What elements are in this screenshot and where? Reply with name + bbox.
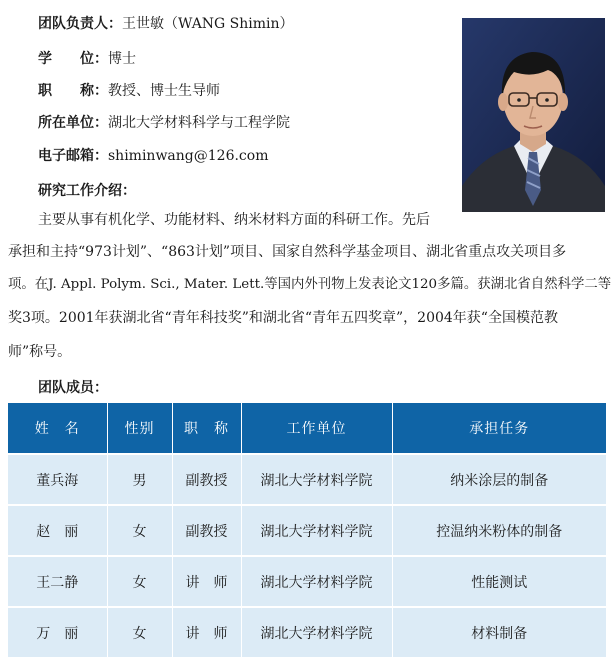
portrait-illustration	[462, 18, 605, 212]
members-header-row	[8, 403, 606, 454]
email-line	[38, 147, 268, 165]
research-line-1: 主要从事有机化学、功能材料、纳米材料方面的科研工作。先后	[38, 212, 430, 228]
member-task: 纳米涂层的制备	[392, 454, 606, 505]
member-name: 董兵海	[8, 454, 107, 505]
research-line-5: 师”称号。	[8, 344, 72, 360]
portrait-photo	[462, 18, 605, 212]
leader-label: 团队负责人：	[38, 16, 122, 32]
member-unit: 湖北大学材料学院	[241, 454, 392, 505]
member-task: 材料制备	[392, 607, 606, 657]
table-row	[8, 505, 606, 556]
member-unit: 湖北大学材料学院	[241, 505, 392, 556]
member-gender: 男	[107, 454, 172, 505]
member-title: 讲 师	[172, 607, 241, 657]
column-header-name: 姓 名	[8, 403, 107, 454]
research-heading: 研究工作介绍：	[38, 183, 136, 199]
member-task: 控温纳米粉体的制备	[392, 505, 606, 556]
unit-label: 所在单位：	[38, 115, 108, 131]
member-gender: 女	[107, 607, 172, 657]
table-row	[8, 556, 606, 607]
table-row	[8, 454, 606, 505]
degree-value: 博士	[108, 51, 136, 67]
member-unit: 湖北大学材料学院	[241, 556, 392, 607]
member-gender: 女	[107, 556, 172, 607]
member-title: 副教授	[172, 454, 241, 505]
title-line	[38, 82, 220, 100]
title-label: 职 称：	[38, 83, 108, 99]
leader-value: 王世敏（WANG Shimin）	[122, 16, 294, 32]
degree-line	[38, 50, 136, 68]
member-name: 王二静	[8, 556, 107, 607]
column-header-unit: 工作单位	[241, 403, 392, 454]
column-header-gender: 性别	[107, 403, 172, 454]
research-line-3: 项。在J. Appl. Polym. Sci., Mater. Lett.等国内外刊物上发表论文120多篇。获湖北省自然科学二等	[8, 277, 612, 292]
member-title: 讲 师	[172, 556, 241, 607]
member-name: 赵 丽	[8, 505, 107, 556]
leader-line	[38, 15, 294, 33]
member-task: 性能测试	[392, 556, 606, 607]
table-row	[8, 607, 606, 657]
research-line-4: 奖3项。2001年获湖北省“青年科技奖”和湖北省“青年五四奖章”，2004年获“全国模范教	[8, 310, 558, 326]
unit-value: 湖北大学材料科学与工程学院	[108, 115, 290, 131]
members-heading: 团队成员：	[38, 380, 108, 396]
column-header-task: 承担任务	[392, 403, 606, 454]
title-value: 教授、博士生导师	[108, 83, 220, 99]
column-header-title: 职 称	[172, 403, 241, 454]
member-unit: 湖北大学材料学院	[241, 607, 392, 657]
degree-label: 学 位：	[38, 51, 108, 67]
member-name: 万 丽	[8, 607, 107, 657]
members-table	[8, 403, 606, 657]
research-line-2: 承担和主持“973计划”、“863计划”项目、国家自然科学基金项目、湖北省重点攻关项目多	[8, 244, 567, 260]
member-title: 副教授	[172, 505, 241, 556]
member-gender: 女	[107, 505, 172, 556]
email-value: shiminwang@126.com	[108, 148, 269, 164]
email-label: 电子邮箱：	[38, 148, 108, 164]
unit-line	[38, 114, 290, 132]
